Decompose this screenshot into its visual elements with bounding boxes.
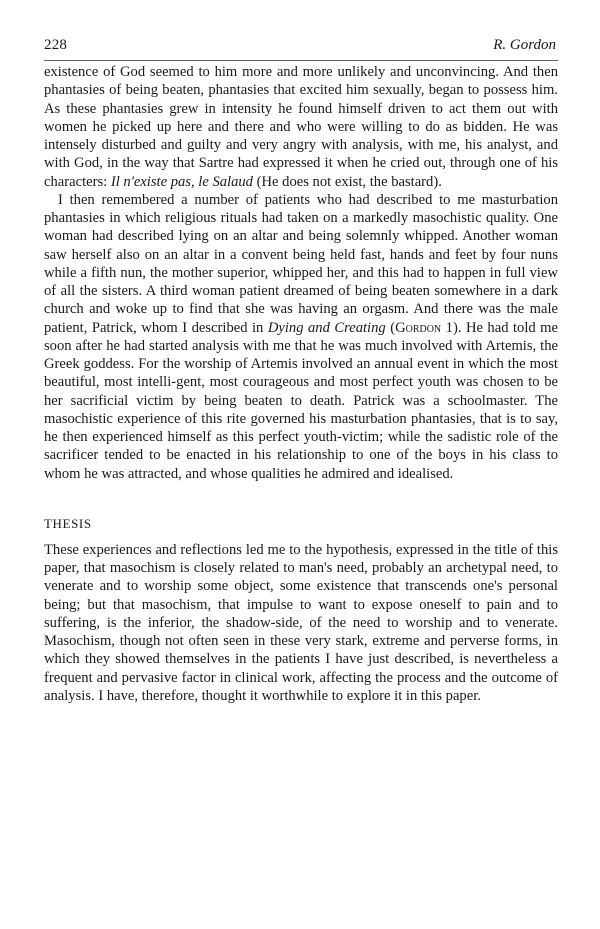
section-body (44, 541, 558, 705)
citation-author: Gordon (395, 319, 442, 336)
page-number: 228 (44, 37, 68, 53)
sartre-quote: Il n'existe pas, le Salaud (110, 173, 253, 190)
paragraph-continued (44, 63, 558, 191)
running-head (44, 36, 558, 61)
body-text (44, 63, 558, 483)
running-title: R. Gordon (493, 37, 556, 53)
paragraph-text-end: (He does not exist, the bastard). (252, 173, 442, 190)
journal-page (44, 36, 558, 705)
citation-number: 1 (441, 319, 453, 336)
section-heading: THESIS (44, 515, 92, 531)
paragraph-patients (44, 191, 558, 483)
paragraph-text: existence of God seemed to him more and more unlikely and unconvincing. And then phantasies of being beaten, phantasies that excited him sexually, began to possess him. As these phantasies grew in intensity he found himself driven to act them out with women he picked up here and there and who were willing to do as bidden. He was intensely disturbed and guilty and very angry with analysis, with me, his analyst, and with God, in the way that Sartre had expressed it when he cried out, through one of his characters: (44, 64, 558, 190)
book-title: Dying and Creating (267, 319, 386, 336)
citation-open: ( (385, 319, 396, 336)
paragraph-text: I then remembered a number of patients who had described to me masturbation phantasies in which religious rituals had taken on a markedly masochistic quality. One woman had described lying on an altar and being solemnly whipped. Another woman saw herself also on an altar in a convent being held fast, hands and feet by four nuns while a fifth nun, the mother superior, whipped her, and this had to happen in full view of all the sisters. A third woman patient dreamed of being beaten somewhere in a dark church and woke up to find that she was having an orgasm. And there was the male patient, Patrick, whom I described in (44, 191, 558, 336)
paragraph-text-end: ). He had told me soon after he had started analysis with me that he was much involved with Artemis, the Greek goddess. For the worship of Artemis involved an annual event in which the most beautiful, most intelli-gent, most courageous and most perfect youth was chosen to be her sacrificial victim by being beaten to death. Patrick was a schoolmaster. The masochistic experience of this rite governed his masturbation phantasies, that is to say, he then experienced himself as this perfect youth-victim; while the sadistic role of the sacrificer tended to be enacted in his relationship to one of the boys in his class to whom he was attracted, and whose qualities he admired and idealised. (44, 319, 558, 482)
paragraph-thesis: These experiences and reflections led me to the hypothesis, expressed in the title of this paper, that masochism is closely related to man's need, probably an archetypal need, to venerate and to worship some object, some existence that transcends one's personal being; but that masochism, that impulse to want to expose oneself to pain and to suffering, is the inferior, the shadow-side, of the need to worship and to venerate. Masochism, though not often seen in these very stark, extreme and perverse forms, in which they showed themselves in the patients I have just described, is nevertheless a frequent and pervasive factor in clinical work, affecting the process and the outcome of analysis. I have, therefore, thought it worthwhile to explore it in this paper. (44, 541, 558, 704)
